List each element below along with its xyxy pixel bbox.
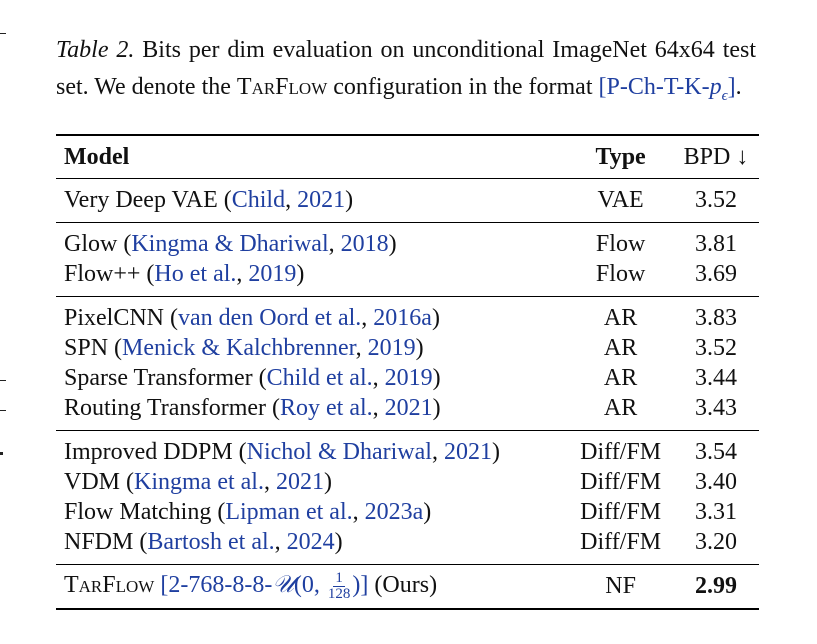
table-body	[56, 179, 759, 565]
citation-author-link[interactable]: Roy et al.	[280, 394, 373, 421]
table-group	[56, 431, 759, 565]
table-row-ours	[56, 571, 759, 601]
model-name: Improved DDPM (	[64, 438, 247, 465]
table-row	[56, 393, 759, 423]
type-cell: Diff/FM	[580, 438, 662, 465]
type-cell: Diff/FM	[580, 468, 662, 495]
citation-year-link[interactable]: 2016a	[373, 304, 432, 331]
bpd-cell: 3.54	[695, 438, 737, 465]
table-row	[56, 363, 759, 393]
model-name: Glow (	[64, 230, 132, 257]
model-name: Routing Transformer (	[64, 394, 280, 421]
type-cell: Flow	[595, 230, 646, 257]
citation-author-link[interactable]: Lipman et al.	[225, 498, 353, 525]
citation-author-link[interactable]: Nichol & Dhariwal	[246, 438, 432, 465]
type-cell: AR	[603, 304, 638, 331]
table-row	[56, 527, 759, 557]
type-cell: AR	[603, 334, 638, 361]
caption-label: Table 2.	[56, 37, 135, 63]
type-cell: VAE	[597, 186, 644, 213]
config-format-link[interactable]: $[P-Ch-T-K-p_\epsilon]$	[598, 74, 736, 104]
type-cell: AR	[603, 364, 638, 391]
model-cell: Flow Matching (Lipman et al., 2023a)	[64, 498, 432, 525]
model-name: VDM (	[64, 468, 134, 495]
table-row	[56, 333, 759, 363]
header-type: Type	[595, 143, 646, 170]
citation-year-link[interactable]: 2019	[248, 260, 297, 287]
model-cell: Sparse Transformer (Child et al., 2019)	[64, 364, 441, 391]
table-row	[56, 437, 759, 467]
model-name: Sparse Transformer (	[64, 364, 267, 391]
table-group	[56, 223, 759, 297]
ours-group	[56, 565, 759, 608]
header-model: Model	[64, 143, 130, 170]
model-cell: VDM (Kingma et al., 2021)	[64, 468, 332, 495]
type-cell: AR	[603, 394, 638, 421]
citation-author-link[interactable]: Child	[231, 186, 286, 213]
model-name: Flow Matching (	[64, 498, 226, 525]
bpd-table	[56, 134, 759, 610]
model-cell: PixelCNN (van den Oord et al., 2016a)	[64, 304, 440, 331]
citation-author-link[interactable]: Menick & Kalchbrenner	[122, 334, 356, 361]
table-row	[56, 259, 759, 289]
margin-mark	[0, 410, 6, 411]
citation-author-link[interactable]: Ho et al.	[154, 260, 237, 287]
model-cell: Glow (Kingma & Dhariwal, 2018)	[64, 230, 397, 257]
bpd-cell: 3.83	[695, 304, 737, 331]
model-cell: SPN (Menick & Kalchbrenner, 2019)	[64, 334, 424, 361]
ours-name: TarFlow	[64, 571, 155, 598]
ours-tag: (Ours)	[374, 571, 438, 598]
model-name: Very Deep VAE (	[64, 186, 232, 213]
ours-config-link[interactable]: [2-768-8-8-𝒰(0, $\frac{1}{128}$ )]	[160, 569, 369, 602]
citation-year-link[interactable]: 2021	[384, 394, 433, 421]
citation-year-link[interactable]: 2024	[286, 528, 335, 555]
citation-author-link[interactable]: Bartosh et al.	[147, 528, 275, 555]
citation-year-link[interactable]: 2019	[384, 364, 433, 391]
bpd-cell: 3.43	[695, 394, 737, 421]
bpd-cell: 3.20	[695, 528, 737, 555]
bpd-cell: 3.69	[695, 260, 737, 287]
model-name: PixelCNN (	[64, 304, 178, 331]
bpd-cell: 3.44	[695, 364, 737, 391]
citation-author-link[interactable]: Kingma et al.	[134, 468, 264, 495]
citation-year-link[interactable]: 2021	[297, 186, 346, 213]
type-cell: Diff/FM	[580, 498, 662, 525]
table-row	[56, 303, 759, 333]
bpd-cell: 3.81	[695, 230, 737, 257]
ours-bpd-cell: 2.99	[695, 572, 737, 599]
model-name: Flow++ (	[64, 260, 155, 287]
bpd-cell: 3.31	[695, 498, 737, 525]
model-name: NFDM (	[64, 528, 148, 555]
table-header	[56, 136, 759, 179]
table-row	[56, 497, 759, 527]
type-cell: Diff/FM	[580, 528, 662, 555]
model-name: SPN (	[64, 334, 123, 361]
citation-year-link[interactable]: 2018	[340, 230, 389, 257]
ours-type-cell: NF	[605, 572, 636, 599]
citation-author-link[interactable]: Child et al.	[266, 364, 373, 391]
ours-model-cell	[56, 571, 568, 602]
caption-text-after: configuration in the format	[333, 74, 593, 100]
table-row	[56, 467, 759, 497]
model-cell: Improved DDPM (Nichol & Dhariwal, 2021)	[64, 438, 500, 465]
citation-year-link[interactable]: 2021	[275, 468, 324, 495]
citation-author-link[interactable]: van den Oord et al.	[178, 304, 362, 331]
tarflow-name: TarFlow	[236, 74, 328, 100]
citation-year-link[interactable]: 2019	[367, 334, 416, 361]
table-row	[56, 185, 759, 215]
table-row	[56, 229, 759, 259]
bpd-cell: 3.52	[695, 334, 737, 361]
model-cell: Very Deep VAE (Child, 2021)	[64, 186, 354, 213]
citation-year-link[interactable]: 2023a	[364, 498, 424, 525]
margin-mark	[0, 33, 6, 34]
model-cell: NFDM (Bartosh et al., 2024)	[64, 528, 343, 555]
model-cell: Routing Transformer (Roy et al., 2021)	[64, 394, 441, 421]
citation-author-link[interactable]: Kingma & Dhariwal	[131, 230, 329, 257]
bpd-cell: 3.40	[695, 468, 737, 495]
header-bpd: BPD ↓	[683, 143, 749, 170]
margin-mark	[0, 452, 3, 455]
bpd-cell: 3.52	[695, 186, 737, 213]
citation-year-link[interactable]: 2021	[443, 438, 492, 465]
model-cell: Flow++ (Ho et al., 2019)	[64, 260, 305, 287]
table-group	[56, 297, 759, 431]
caption-text: Bits per dim evaluation on unconditional ImageNet 64x64 test set. We denote the	[56, 37, 757, 100]
type-cell: Flow	[595, 260, 646, 287]
table-group	[56, 179, 759, 223]
table-caption: Table 2. Bits per dim evaluation on unconditional ImageNet 64x64 test set. We denote the TarFlow configuration in the format $[P-Ch-T-K-p_\epsilon]$.	[56, 37, 757, 104]
margin-mark	[0, 380, 6, 381]
